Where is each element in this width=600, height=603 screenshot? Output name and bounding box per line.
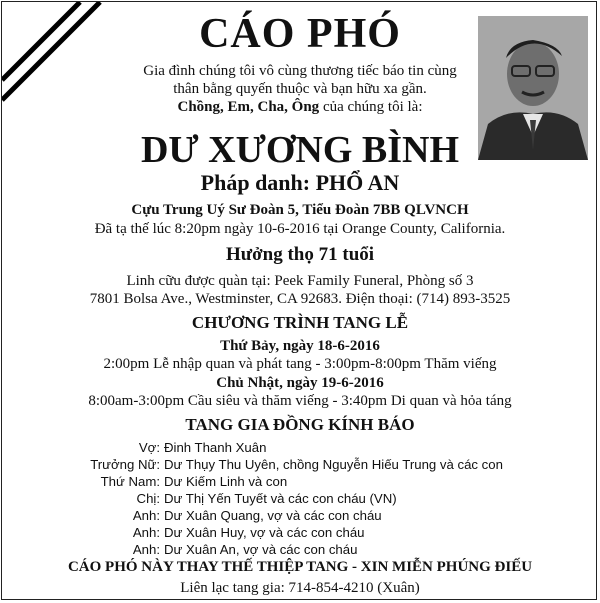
program-day-2: Chủ Nhật, ngày 19-6-2016 (216, 375, 384, 391)
closing-notice: CÁO PHÓ NÀY THAY THẾ THIỆP TANG - XIN MIỄN PHÚNG ĐIẾU (67, 559, 533, 575)
family-list (2, 440, 600, 559)
contact-info: Liên lạc tang gia: 714-854-4210 (Xuân) (180, 580, 420, 596)
family-role: Anh: (132, 525, 160, 540)
intro-line-3 (2, 98, 598, 116)
list-item (2, 525, 600, 542)
family-member: Dư Thụy Thu Uyên, chồng Nguyễn Hiếu Trung và các con (164, 457, 503, 472)
program-day-1: Thứ Bảy, ngày 18-6-2016 (220, 338, 380, 354)
family-role: Trưởng Nữ: (90, 457, 160, 472)
family-role: Thứ Nam: (100, 474, 160, 489)
list-item (2, 457, 600, 474)
funeral-home-info (2, 272, 598, 308)
family-member: Dư Xuân Quang, vợ và các con cháu (164, 508, 382, 523)
family-role: Anh: (132, 508, 160, 523)
dharma-name: Pháp danh: PHỔ AN (200, 170, 400, 195)
list-item (2, 508, 600, 525)
family-role: Anh: (132, 542, 160, 557)
family-title: TANG GIA ĐỒNG KÍNH BÁO (185, 415, 415, 434)
funeral-home-line-1: Linh cữu được quàn tại: Peek Family Funeral, Phòng số 3 (126, 273, 474, 289)
list-item (2, 474, 600, 491)
passing-details: Đã tạ thế lúc 8:20pm ngày 10-6-2016 tại Orange County, California. (94, 221, 506, 237)
intro-line-1: Gia đình chúng tôi vô cùng thương tiếc báo tin cùng (143, 63, 457, 79)
program-title: CHƯƠNG TRÌNH TANG LỄ (191, 313, 409, 332)
program-day-2-detail: 8:00am-3:00pm Cầu siêu và thăm viếng - 3:40pm Di quan và hỏa táng (88, 393, 512, 409)
family-member: Dư Thị Yến Tuyết và các con cháu (VN) (164, 491, 397, 506)
list-item (2, 440, 600, 457)
family-member: Dư Xuân An, vợ và các con cháu (164, 542, 358, 557)
obituary-notice (1, 1, 597, 600)
list-item (2, 542, 600, 559)
intro-line-3-rest: của chúng tôi là: (319, 99, 423, 115)
program-day-1-detail: 2:00pm Lễ nhập quan và phát tang - 3:00pm-8:00pm Thăm viếng (103, 356, 497, 372)
funeral-home-line-2: 7801 Bolsa Ave., Westminster, CA 92683. Điện thoại: (714) 893-3525 (89, 291, 511, 307)
list-item (2, 491, 600, 508)
family-member: Dư Xuân Huy, vợ và các con cháu (164, 525, 365, 540)
family-role: Vợ: (138, 440, 160, 455)
intro-line-2: thân bằng quyến thuộc và bạn hữu xa gần. (173, 81, 427, 97)
family-member: Đinh Thanh Xuân (164, 440, 267, 455)
deceased-name: DƯ XƯƠNG BÌNH (140, 129, 460, 171)
page-title: CÁO PHÓ (199, 11, 401, 57)
family-member: Dư Kiếm Linh và con (164, 474, 288, 489)
family-role: Chị: (136, 491, 160, 506)
military-rank: Cựu Trung Uý Sư Đoàn 5, Tiểu Đoàn 7BB QLVNCH (131, 202, 469, 218)
intro-relations: Chồng, Em, Cha, Ông (177, 99, 320, 115)
intro-text (2, 62, 598, 116)
age-at-death: Hưởng thọ 71 tuổi (225, 244, 375, 265)
